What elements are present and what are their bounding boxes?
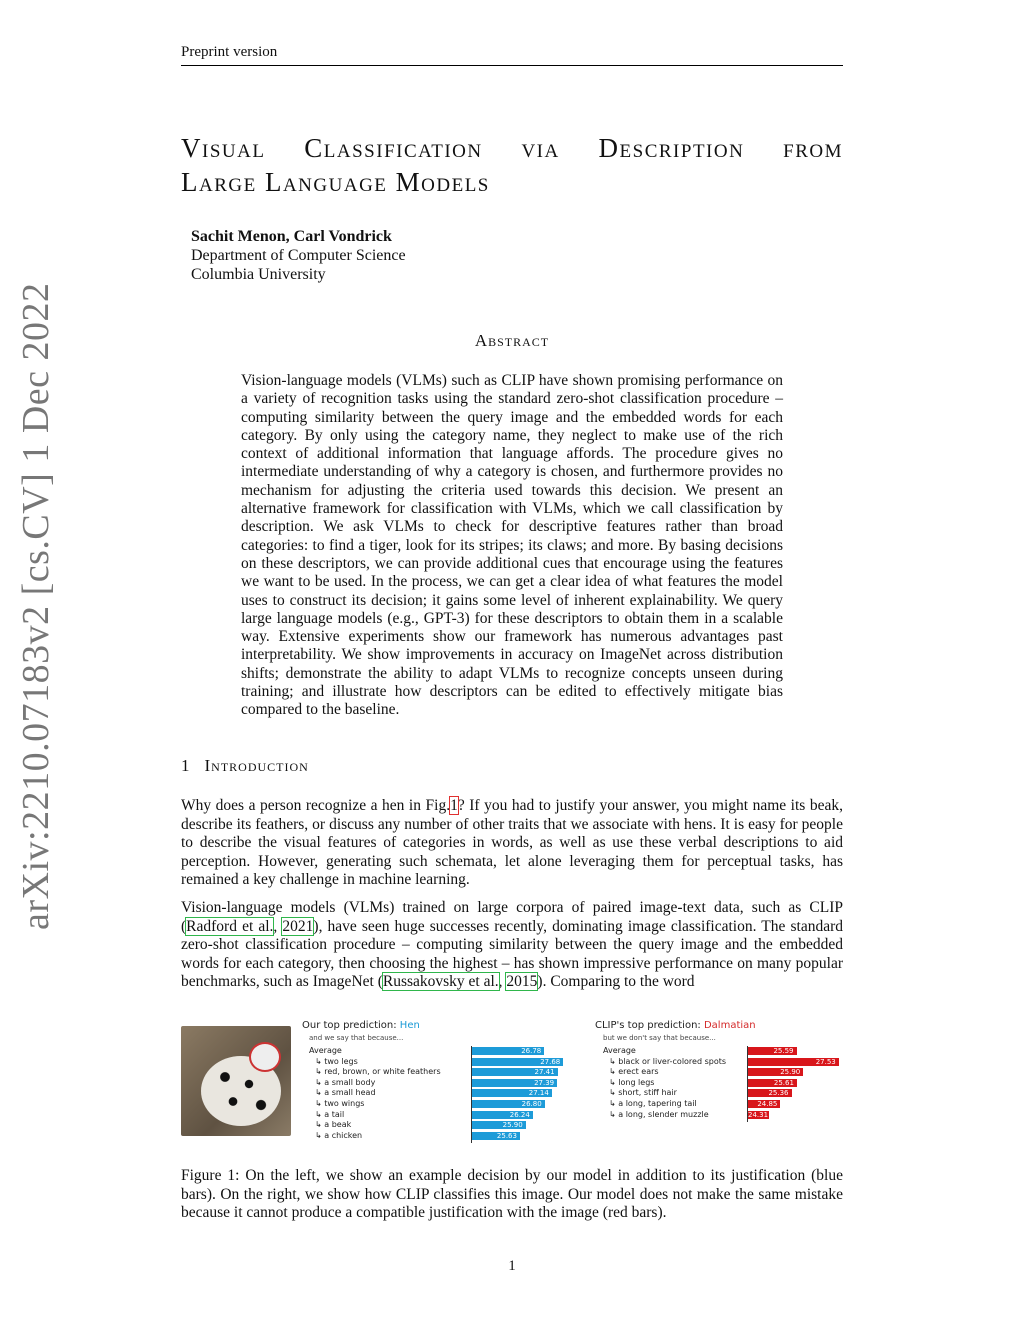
citation-link[interactable]: Russakovsky et al. <box>382 973 499 990</box>
score-bar: 25.36 <box>748 1089 792 1097</box>
section-title: Introduction <box>204 756 309 775</box>
branch-arrow-icon: ↳ <box>609 1056 619 1066</box>
descriptor-text: two legs <box>324 1056 358 1066</box>
descriptor-text: a small body <box>324 1077 376 1087</box>
branch-arrow-icon: ↳ <box>315 1088 325 1098</box>
descriptor-text: long legs <box>618 1077 655 1087</box>
descriptor-label <box>315 1088 376 1097</box>
descriptor-text: two wings <box>324 1099 365 1108</box>
branch-arrow-icon: ↳ <box>609 1099 619 1108</box>
abstract-heading: Abstract <box>474 331 550 350</box>
score-bar: 27.39 <box>472 1079 557 1087</box>
score-bar: 27.41 <box>472 1068 558 1076</box>
left-panel-title <box>302 1020 420 1031</box>
left-prediction: Hen <box>399 1020 420 1031</box>
score-bar: 24.31 <box>748 1110 769 1119</box>
right-bar-panel <box>603 1046 843 1126</box>
right-prediction: Dalmatian <box>703 1020 756 1031</box>
author-department: Department of Computer Science <box>191 247 406 264</box>
running-header: Preprint version <box>181 44 278 60</box>
right-title-text: CLIP's top prediction: <box>595 1020 704 1031</box>
score-bar: 27.14 <box>472 1089 552 1097</box>
title-word: via <box>521 133 560 163</box>
title-word: Visual <box>181 133 266 163</box>
descriptor-text: a long, slender muzzle <box>618 1109 709 1119</box>
descriptor-label <box>315 1110 344 1119</box>
descriptor-label <box>609 1067 659 1076</box>
descriptor-text: black or liver-colored spots <box>618 1056 727 1066</box>
figure-1 <box>181 1020 843 1150</box>
descriptor-text: short, stiff hair <box>618 1088 677 1098</box>
descriptor-label <box>609 1078 654 1087</box>
paper-title <box>181 131 843 199</box>
score-bar: 25.90 <box>748 1068 803 1076</box>
section-number: 1 <box>181 756 191 775</box>
descriptor-label <box>315 1131 362 1140</box>
figure-caption: Figure 1: On the left, we show an example decision by our model in addition to its justification (blue bars). On the right, we show how CLIP classifies this image. Our model does not make the same mistake because it cannot produce a compatible justification with the image (red bars). <box>181 1167 843 1221</box>
average-label: Average <box>603 1046 636 1055</box>
title-word: Description <box>598 133 745 163</box>
left-bar-panel <box>309 1046 559 1146</box>
branch-arrow-icon: ↳ <box>609 1067 619 1077</box>
descriptor-label <box>609 1057 726 1066</box>
descriptor-label <box>315 1099 364 1108</box>
right-panel-title <box>595 1020 756 1031</box>
section-heading <box>181 756 309 776</box>
score-bar: 26.78 <box>472 1047 544 1055</box>
left-title-text: Our top prediction: <box>302 1020 400 1031</box>
descriptor-label <box>315 1067 441 1076</box>
branch-arrow-icon: ↳ <box>315 1077 325 1087</box>
score-bar: 25.90 <box>472 1121 526 1129</box>
title-line-2: Large Language Models <box>181 167 490 197</box>
descriptor-text: erect ears <box>618 1067 659 1077</box>
branch-arrow-icon: ↳ <box>609 1088 619 1098</box>
citation-link[interactable]: Radford et al. <box>186 917 274 935</box>
descriptor-text: a beak <box>324 1120 352 1130</box>
descriptor-text: red, brown, or white feathers <box>324 1067 441 1077</box>
branch-arrow-icon: ↳ <box>315 1130 325 1140</box>
score-bar: 27.68 <box>472 1058 563 1066</box>
author-names: Sachit Menon, Carl Vondrick <box>191 228 392 245</box>
hen-photo <box>181 1026 291 1136</box>
text-run: Why does a person recognize a hen in Fig. <box>181 797 451 814</box>
score-bar: 25.61 <box>748 1079 797 1087</box>
author-university: Columbia University <box>191 266 326 283</box>
branch-arrow-icon: ↳ <box>315 1056 325 1066</box>
branch-arrow-icon: ↳ <box>609 1109 619 1119</box>
text-run: , <box>498 973 507 990</box>
descriptor-text: a tail <box>324 1109 345 1119</box>
score-bar: 25.63 <box>472 1132 520 1140</box>
hen-head-shape <box>249 1042 281 1072</box>
page-number: 1 <box>508 1258 516 1274</box>
descriptor-label <box>609 1099 697 1108</box>
descriptor-text: a long, tapering tail <box>618 1099 697 1108</box>
score-bar: 25.59 <box>748 1047 797 1055</box>
left-panel-subtitle: and we say that because... <box>309 1034 404 1042</box>
descriptor-text: a small head <box>324 1088 376 1098</box>
branch-arrow-icon: ↳ <box>315 1120 325 1130</box>
text-run: , <box>273 917 283 935</box>
arxiv-sidebar-stamp: arXiv:2210.07183v2 [cs.CV] 1 Dec 2022 <box>15 282 57 930</box>
text-run: ). Comparing to the word <box>537 973 695 990</box>
score-bar: 27.53 <box>748 1058 839 1066</box>
score-bar: 24.85 <box>748 1100 780 1108</box>
descriptor-label <box>315 1078 375 1087</box>
text-run: Vision-language models (VLMs) trained on large corpora of paired image-text data, such as CLIP ( <box>181 899 843 935</box>
title-word: Classification <box>304 133 483 163</box>
branch-arrow-icon: ↳ <box>609 1077 619 1087</box>
branch-arrow-icon: ↳ <box>315 1109 325 1119</box>
figure-reference-link[interactable]: 1 <box>450 797 458 814</box>
header-rule <box>181 65 843 66</box>
citation-year-link[interactable]: 2021 <box>282 917 314 935</box>
author-block <box>191 227 406 284</box>
branch-arrow-icon: ↳ <box>315 1099 325 1108</box>
text-run: ), have seen huge successes recently, dominating image classification. The standard zero-shot classification procedure – computing similarity between the query image and the embedded words for each category, then choosing the highest – has shown impressive performance on many popular benchmarks, such as ImageNet ( <box>181 917 844 990</box>
title-word: from <box>783 133 843 163</box>
descriptor-label <box>609 1088 677 1097</box>
text-run: ? If you had to justify your answer, you might name its beak, describe its feathers, or discuss any number of other traits that we associate with hens. It is easy for people to describe the visual features of categories in words, as well as use these verbal descriptions to aid perception. However, generating such schemata, let alone leveraging them for perceptual tasks, has remained a key challenge in machine learning. <box>181 797 843 888</box>
score-bar: 26.80 <box>472 1100 545 1108</box>
citation-year-link[interactable]: 2015 <box>506 973 538 990</box>
descriptor-label <box>315 1120 351 1129</box>
abstract-text: Vision-language models (VLMs) such as CLIP have shown promising performance on a variety of recognition tasks using the standard zero-shot classification procedure – computing similarity between the query image and the embedded words for each category. By only using the category name, they neglect to make use of the rich context of additional information that language affords. The procedure gives no intermediate understanding of why a category is chosen, and furthermore provides no mechanism for adjusting the criteria used towards this decision. We present an alternative framework for classification with VLMs, which we call classification by description. We ask VLMs to check for descriptive features rather than broad categories: to find a tiger, look for its stripes; its claws; and more. By basing decisions on these descriptors, we can provide additional cues that encourage using the features we want to be used. In the process, we can get a clear idea of what features the model uses to construct its decision; it gains some level of inherent explainability. We query large language models (e.g., GPT-3) for these descriptors to obtain them in a scalable way. Extensive experiments show our framework has numerous advantages past interpretability. We show improvements in accuracy on ImageNet across distribution shifts; demonstrate the ability to adapt VLMs to recognize concepts unseen during training; and illustrate how descriptors can be edited to effectively mitigate bias compared to the baseline. <box>241 372 783 719</box>
branch-arrow-icon: ↳ <box>315 1067 325 1077</box>
intro-paragraph-1 <box>181 797 843 890</box>
right-panel-subtitle: but we don't say that because... <box>603 1034 716 1042</box>
descriptor-text: a chicken <box>324 1130 363 1140</box>
descriptor-label <box>609 1110 709 1119</box>
average-label: Average <box>309 1046 342 1055</box>
title-line-1 <box>181 131 843 165</box>
descriptor-label <box>315 1057 358 1066</box>
score-bar: 26.24 <box>472 1111 533 1119</box>
intro-paragraph-2 <box>181 899 843 992</box>
